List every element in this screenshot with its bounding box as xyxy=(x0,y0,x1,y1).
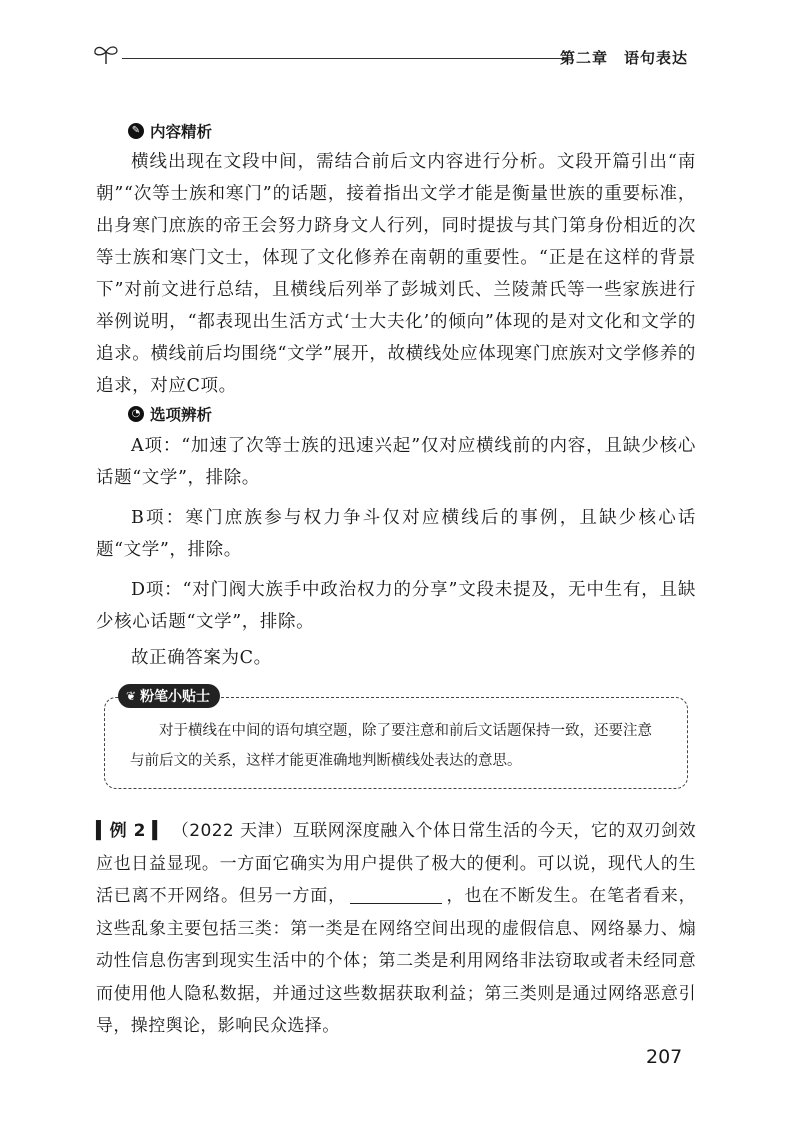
clock-icon: ◔ xyxy=(128,406,144,422)
header-rule xyxy=(122,58,567,59)
tip-label xyxy=(118,684,220,708)
example-text-after: ，也在不断发生。在笔者看来，这些乱象主要包括三类：第一类是在网络空间出现的虚假信息、网络暴力、煽动性信息伤害到现实生活中的个体；第二类是利用网络非法窃取或者未经同意而使用他人隐私数据，并通过这些数据获取利益；第三类则是通过网络恶意引导，操控舆论，影响民众选择。 xyxy=(96,886,696,1036)
fill-in-blank xyxy=(350,885,442,904)
example-tag: ▍例 2 ▍ xyxy=(96,821,166,841)
option-a-paragraph: A项：“加速了次等士族的迅速兴起”仅对应横线前的内容，且缺少核心话题“文学”，排除。 xyxy=(96,436,696,488)
content-analysis-heading xyxy=(128,120,212,142)
option-b-paragraph: B项：寒门庶族参与权力争斗仅对应横线后的事例，且缺少核心话题“文学”，排除。 xyxy=(96,508,696,560)
sprout-icon: ❦ xyxy=(126,689,137,703)
analysis-icon: ✎ xyxy=(128,123,144,139)
tip-label-text: 粉笔小贴士 xyxy=(140,689,211,705)
chapter-title: 第二章 语句表达 xyxy=(560,49,689,67)
options-analysis-heading xyxy=(128,403,212,425)
example-source: （2022 天津） xyxy=(171,821,293,841)
content-analysis-paragraph: 横线出现在文段中间，需结合前后文内容进行分析。文段开篇引出“南朝”“次等士族和寒门”的话题，接着指出文学才能是衡量世族的重要标准，出身寒门庶族的帝王会努力跻身文人行列，同时提拔与其门第身份相近的次等士族和寒门文士，体现了文化修养在南朝的重要性。“正是在这样的背景下”对前文进行总结，且横线后列举了彭城刘氏、兰陵萧氏等一些家族进行举例说明，“都表现出生活方式‘士大夫化’的倾向”体现的是对文化和文学的追求。横线前后均围绕“文学”展开，故横线处应体现寒门庶族对文学修养的追求，对应C项。 xyxy=(96,152,696,396)
page-number: 207 xyxy=(646,1046,683,1068)
tip-line-1: 对于横线在中间的语句填空题，除了要注意和前后文话题保持一致，还要注意 xyxy=(159,723,652,739)
sprout-icon xyxy=(92,40,120,66)
example-text-before: 互联网深度融入个体日常生活的今天，它的双刃剑效应也日益显现。一方面它确实为用户提供了极大的便利。可以说，现代人的生活已离不开网络。但另一方面， xyxy=(96,821,696,906)
option-d-paragraph: D项：“对门阀大族手中政治权力的分享”文段未提及，无中生有，且缺少核心话题“文学”，排除。 xyxy=(96,580,696,632)
page-header xyxy=(92,38,710,78)
example-question xyxy=(96,815,696,1043)
content-analysis-title: 内容精析 xyxy=(150,123,213,141)
tip-line-2: 与前后文的关系，这样才能更准确地判断横线处表达的意思。 xyxy=(130,753,522,769)
answer-line: 故正确答案为C。 xyxy=(131,648,272,668)
options-analysis-title: 选项辨析 xyxy=(150,406,213,424)
tip-content xyxy=(130,716,670,776)
